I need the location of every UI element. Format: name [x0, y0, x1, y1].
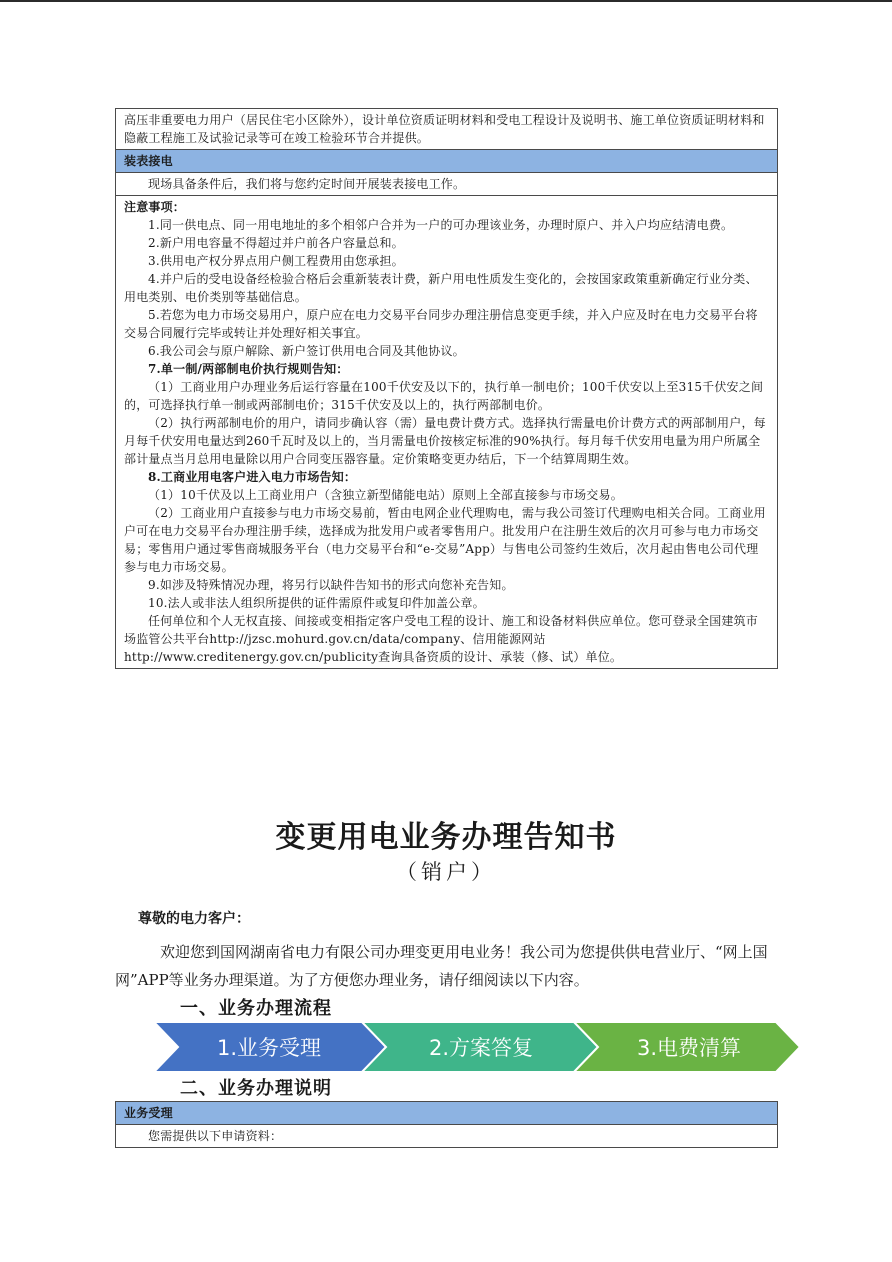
note-item: 任何单位和个人无权直接、间接或变相指定客户受电工程的设计、施工和设备材料供应单位。您可登录全国建筑市场监管公共平台http://jzsc.mohurd.gov.cn/data/company、信用能源网站http://www.creditenergy.gov.cn/publicity查询具备资质的设计、承装（修、试）单位。 [124, 614, 759, 664]
note8-title: 8.工商业用电客户进入电力市场告知： [148, 470, 357, 484]
business-table [115, 1101, 778, 1148]
install-cell [116, 173, 778, 196]
continuation-text: 高压非重要电力用户（居民住宅小区除外），设计单位资质证明材料和受电工程设计及说明书、施工单位资质证明材料和隐蔽工程施工及试验记录等可在竣工检验环节合并提供。 [124, 113, 765, 145]
flow-step-label: 3.电费清算 [636, 1036, 742, 1060]
notes-cell [116, 196, 778, 669]
notice-table-continued [115, 108, 778, 669]
install-text: 现场具备条件后，我们将与您约定时间开展装表接电工作。 [148, 177, 466, 191]
note8-item: （1）10千伏及以上工商业用户（含独立新型储能电站）原则上全部直接参与市场交易。 [148, 488, 623, 502]
note-item: 5.若您为电力市场交易用户，原户应在电力交易平台同步办理注册信息变更手续，并入户应及时在电力交易平台将交易合同履行完毕或转让并处理好相关事宜。 [124, 308, 758, 340]
notes-title: 注意事项： [124, 200, 186, 214]
note7-item: （2）执行两部制电价的用户，请同步确认容（需）量电费计费方式。选择执行需量电价计费方式的两部制用户，每月每千伏安用电量达到260千瓦时及以上的，当月需量电价按核定标准的90%执行。每月每千伏安用电量为用户所属全部计量点当月总用电量除以用户合同变压器容量。定价策略变更办结后，下一个结算周期生效。 [124, 416, 766, 466]
note-item: 10.法人或非法人组织所提供的证件需原件或复印件加盖公章。 [148, 596, 485, 610]
note8-item: （2）工商业用户直接参与电力市场交易前，暂由电网企业代理购电，需与我公司签订代理购电相关合同。工商业用户可在电力交易平台办理注册手续，选择成为批发用户或者零售用户。批发用户在注册生效后的次月可参与电力市场交易；零售用户通过零售商城服务平台（电力交易平台和“e-交易”App）与售电公司签约生效后，次月起由售电公司代理参与电力市场交易。 [124, 506, 766, 574]
note-item: 2.新户用电容量不得超过并户前各户容量总和。 [148, 236, 404, 250]
note7-item: （1）工商业用户办理业务后运行容量在100千伏安及以下的，执行单一制电价；100千伏安以上至315千伏安之间的，可选择执行单一制或两部制电价；315千伏安及以上的，执行两部制电价。 [124, 380, 764, 412]
business-accept-cell [116, 1125, 778, 1148]
note-item: 4.并户后的受电设备经检验合格后会重新装表计费，新户用电性质发生变化的，会按国家政策重新确定行业分类、用电类别、电价类别等基础信息。 [124, 272, 758, 304]
continuation-cell [116, 109, 778, 150]
top-border-line [0, 0, 892, 2]
business-accept-header: 业务受理 [116, 1102, 778, 1125]
business-accept-text: 您需提供以下申请资料： [148, 1129, 283, 1143]
process-flow-chart [150, 1022, 802, 1072]
note-item: 3.供用电产权分界点用户侧工程费用由您承担。 [148, 254, 404, 268]
note-item: 9.如涉及特殊情况办理，将另行以缺件告知书的形式向您补充告知。 [148, 578, 514, 592]
section-heading-process: 一、业务办理流程 [180, 998, 332, 1019]
note7-title: 7.单一制/两部制电价执行规则告知： [148, 362, 349, 376]
section-heading-instructions: 二、业务办理说明 [180, 1078, 332, 1099]
flow-step-label: 2.方案答复 [428, 1036, 534, 1060]
greeting: 尊敬的电力客户： [138, 911, 250, 927]
flow-step-label: 1.业务受理 [216, 1036, 322, 1060]
note-item: 1.同一供电点、同一用电地址的多个相邻户合并为一户的可办理该业务，办理时原户、并入户均应结清电费。 [148, 218, 734, 232]
intro-paragraph: 欢迎您到国网湖南省电力有限公司办理变更用电业务！我公司为您提供供电营业厅、“网上国网”APP等业务办理渠道。为了方便您办理业务，请仔细阅读以下内容。 [115, 943, 768, 989]
install-header: 装表接电 [116, 150, 778, 173]
page-title: 变更用电业务办理告知书 [275, 820, 617, 855]
note-item: 6.我公司会与原户解除、新户签订供用电合同及其他协议。 [148, 344, 465, 358]
page-subtitle: （销户） [396, 860, 496, 884]
